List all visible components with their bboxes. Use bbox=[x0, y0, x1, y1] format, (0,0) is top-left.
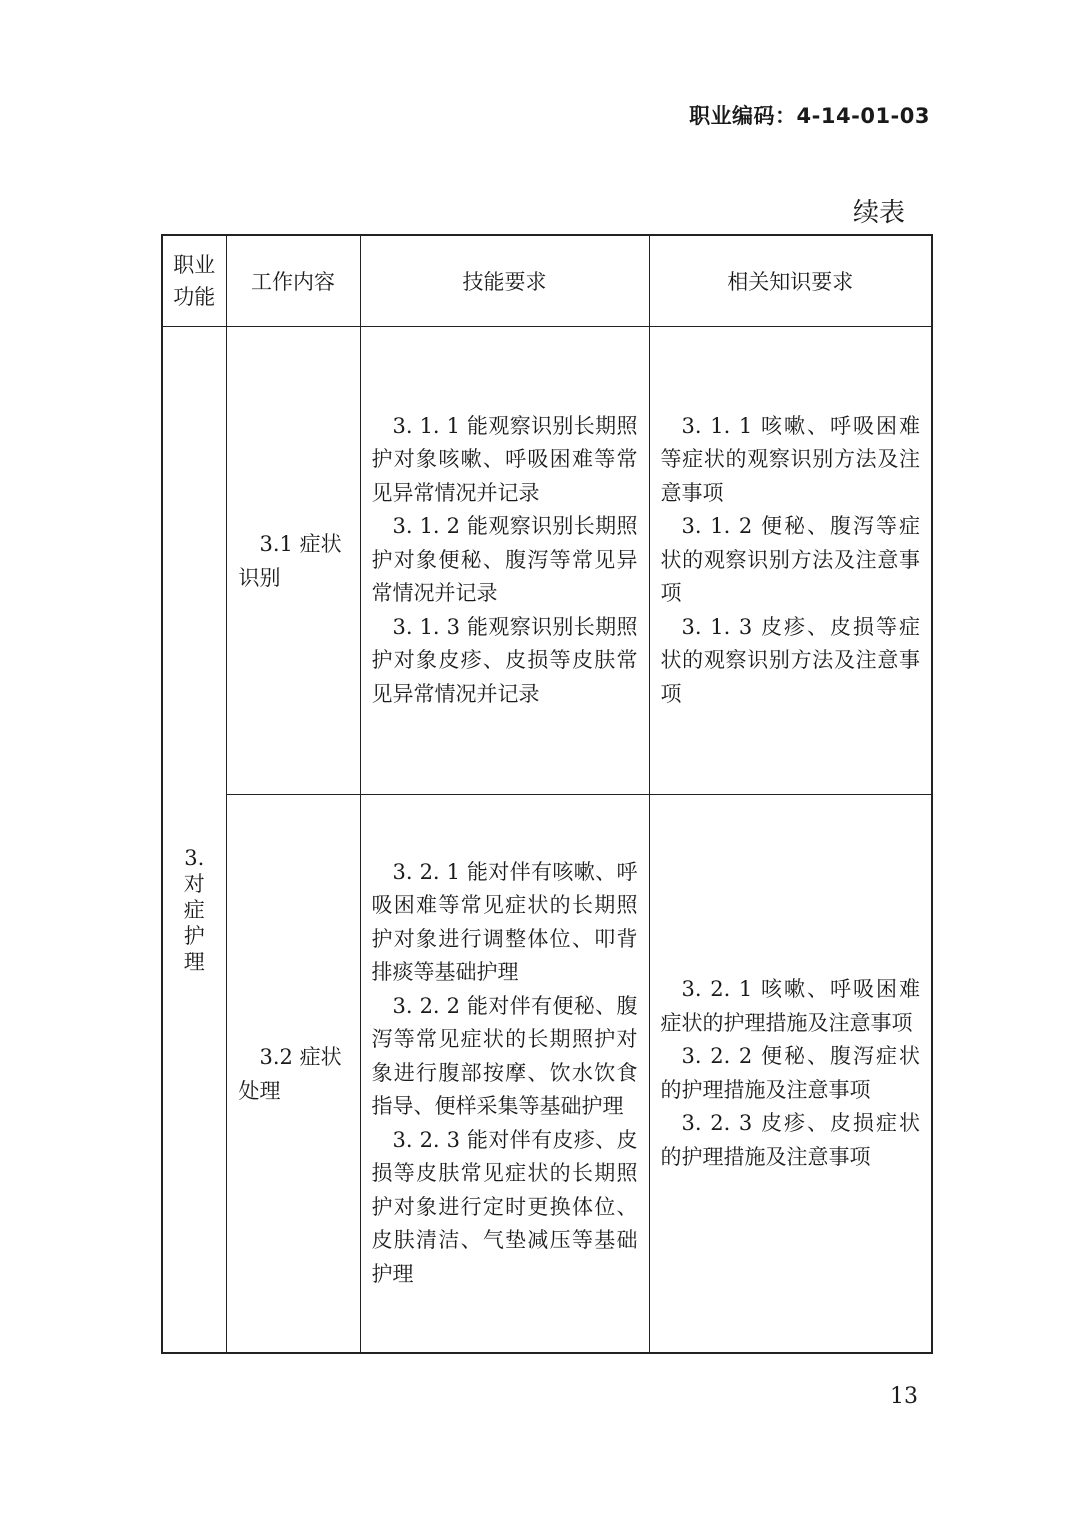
function-char: 护 bbox=[183, 923, 205, 948]
knowledge-cell bbox=[649, 327, 932, 795]
col-header-knowledge: 相关知识要求 bbox=[649, 235, 932, 327]
skill-item: 3. 1. 3 能观察识别长期照护对象皮疹、皮损等皮肤常见异常情况并记录 bbox=[371, 614, 638, 706]
knowledge-item: 3. 2. 2 便秘、腹泻症状的护理措施及注意事项 bbox=[660, 1044, 920, 1102]
skill-item: 3. 2. 3 能对伴有皮疹、皮损等皮肤常见症状的长期照护对象进行定时更换体位、皮肤清洁、气垫减压等基础护理 bbox=[371, 1127, 638, 1286]
work-content-cell bbox=[226, 795, 360, 1354]
function-char: 理 bbox=[183, 949, 205, 974]
function-cell bbox=[162, 327, 226, 1354]
skill-item: 3. 1. 1 能观察识别长期照护对象咳嗽、呼吸困难等常见异常情况并记录 bbox=[371, 413, 638, 505]
table-row bbox=[162, 795, 932, 1354]
work-content-title: 3.1 症状 bbox=[259, 531, 342, 556]
work-content-cell bbox=[226, 327, 360, 795]
skills-table bbox=[161, 234, 933, 1354]
knowledge-item: 3. 1. 3 皮疹、皮损等症状的观察识别方法及注意事项 bbox=[660, 614, 920, 706]
col-header-function bbox=[162, 235, 226, 327]
skill-item: 3. 1. 2 能观察识别长期照护对象便秘、腹泻等常见异常情况并记录 bbox=[371, 514, 638, 606]
work-content-title-cont: 处理 bbox=[238, 1078, 281, 1103]
table-header-row bbox=[162, 235, 932, 327]
function-char: 对 bbox=[183, 871, 205, 896]
work-content-title-cont: 识别 bbox=[238, 565, 281, 590]
page-number: 13 bbox=[890, 1384, 918, 1409]
skills-cell bbox=[360, 327, 649, 795]
skills-cell bbox=[360, 795, 649, 1354]
knowledge-item: 3. 2. 3 皮疹、皮损症状的护理措施及注意事项 bbox=[660, 1111, 920, 1169]
knowledge-item: 3. 1. 2 便秘、腹泻等症状的观察识别方法及注意事项 bbox=[660, 514, 920, 606]
col-header-function-label: 职业功能 bbox=[173, 253, 216, 309]
knowledge-item: 3. 1. 1 咳嗽、呼吸困难等症状的观察识别方法及注意事项 bbox=[660, 413, 920, 505]
occupation-code: 职业编码：4-14-01-03 bbox=[689, 104, 930, 128]
col-header-skills: 技能要求 bbox=[360, 235, 649, 327]
continued-label: 续表 bbox=[852, 198, 905, 228]
knowledge-item: 3. 2. 1 咳嗽、呼吸困难症状的护理措施及注意事项 bbox=[660, 977, 920, 1035]
work-content-title: 3.2 症状 bbox=[259, 1044, 342, 1069]
skill-item: 3. 2. 2 能对伴有便秘、腹泻等常见症状的长期照护对象进行腹部按摩、饮水饮食指导、便样采集等基础护理 bbox=[371, 993, 638, 1119]
function-char: 症 bbox=[183, 897, 205, 922]
function-number: 3. bbox=[184, 845, 205, 870]
skill-item: 3. 2. 1 能对伴有咳嗽、呼吸困难等常见症状的长期照护对象进行调整体位、叩背排痰等基础护理 bbox=[371, 859, 638, 985]
knowledge-cell bbox=[649, 795, 932, 1354]
table-row bbox=[162, 327, 932, 795]
col-header-work-content: 工作内容 bbox=[226, 235, 360, 327]
